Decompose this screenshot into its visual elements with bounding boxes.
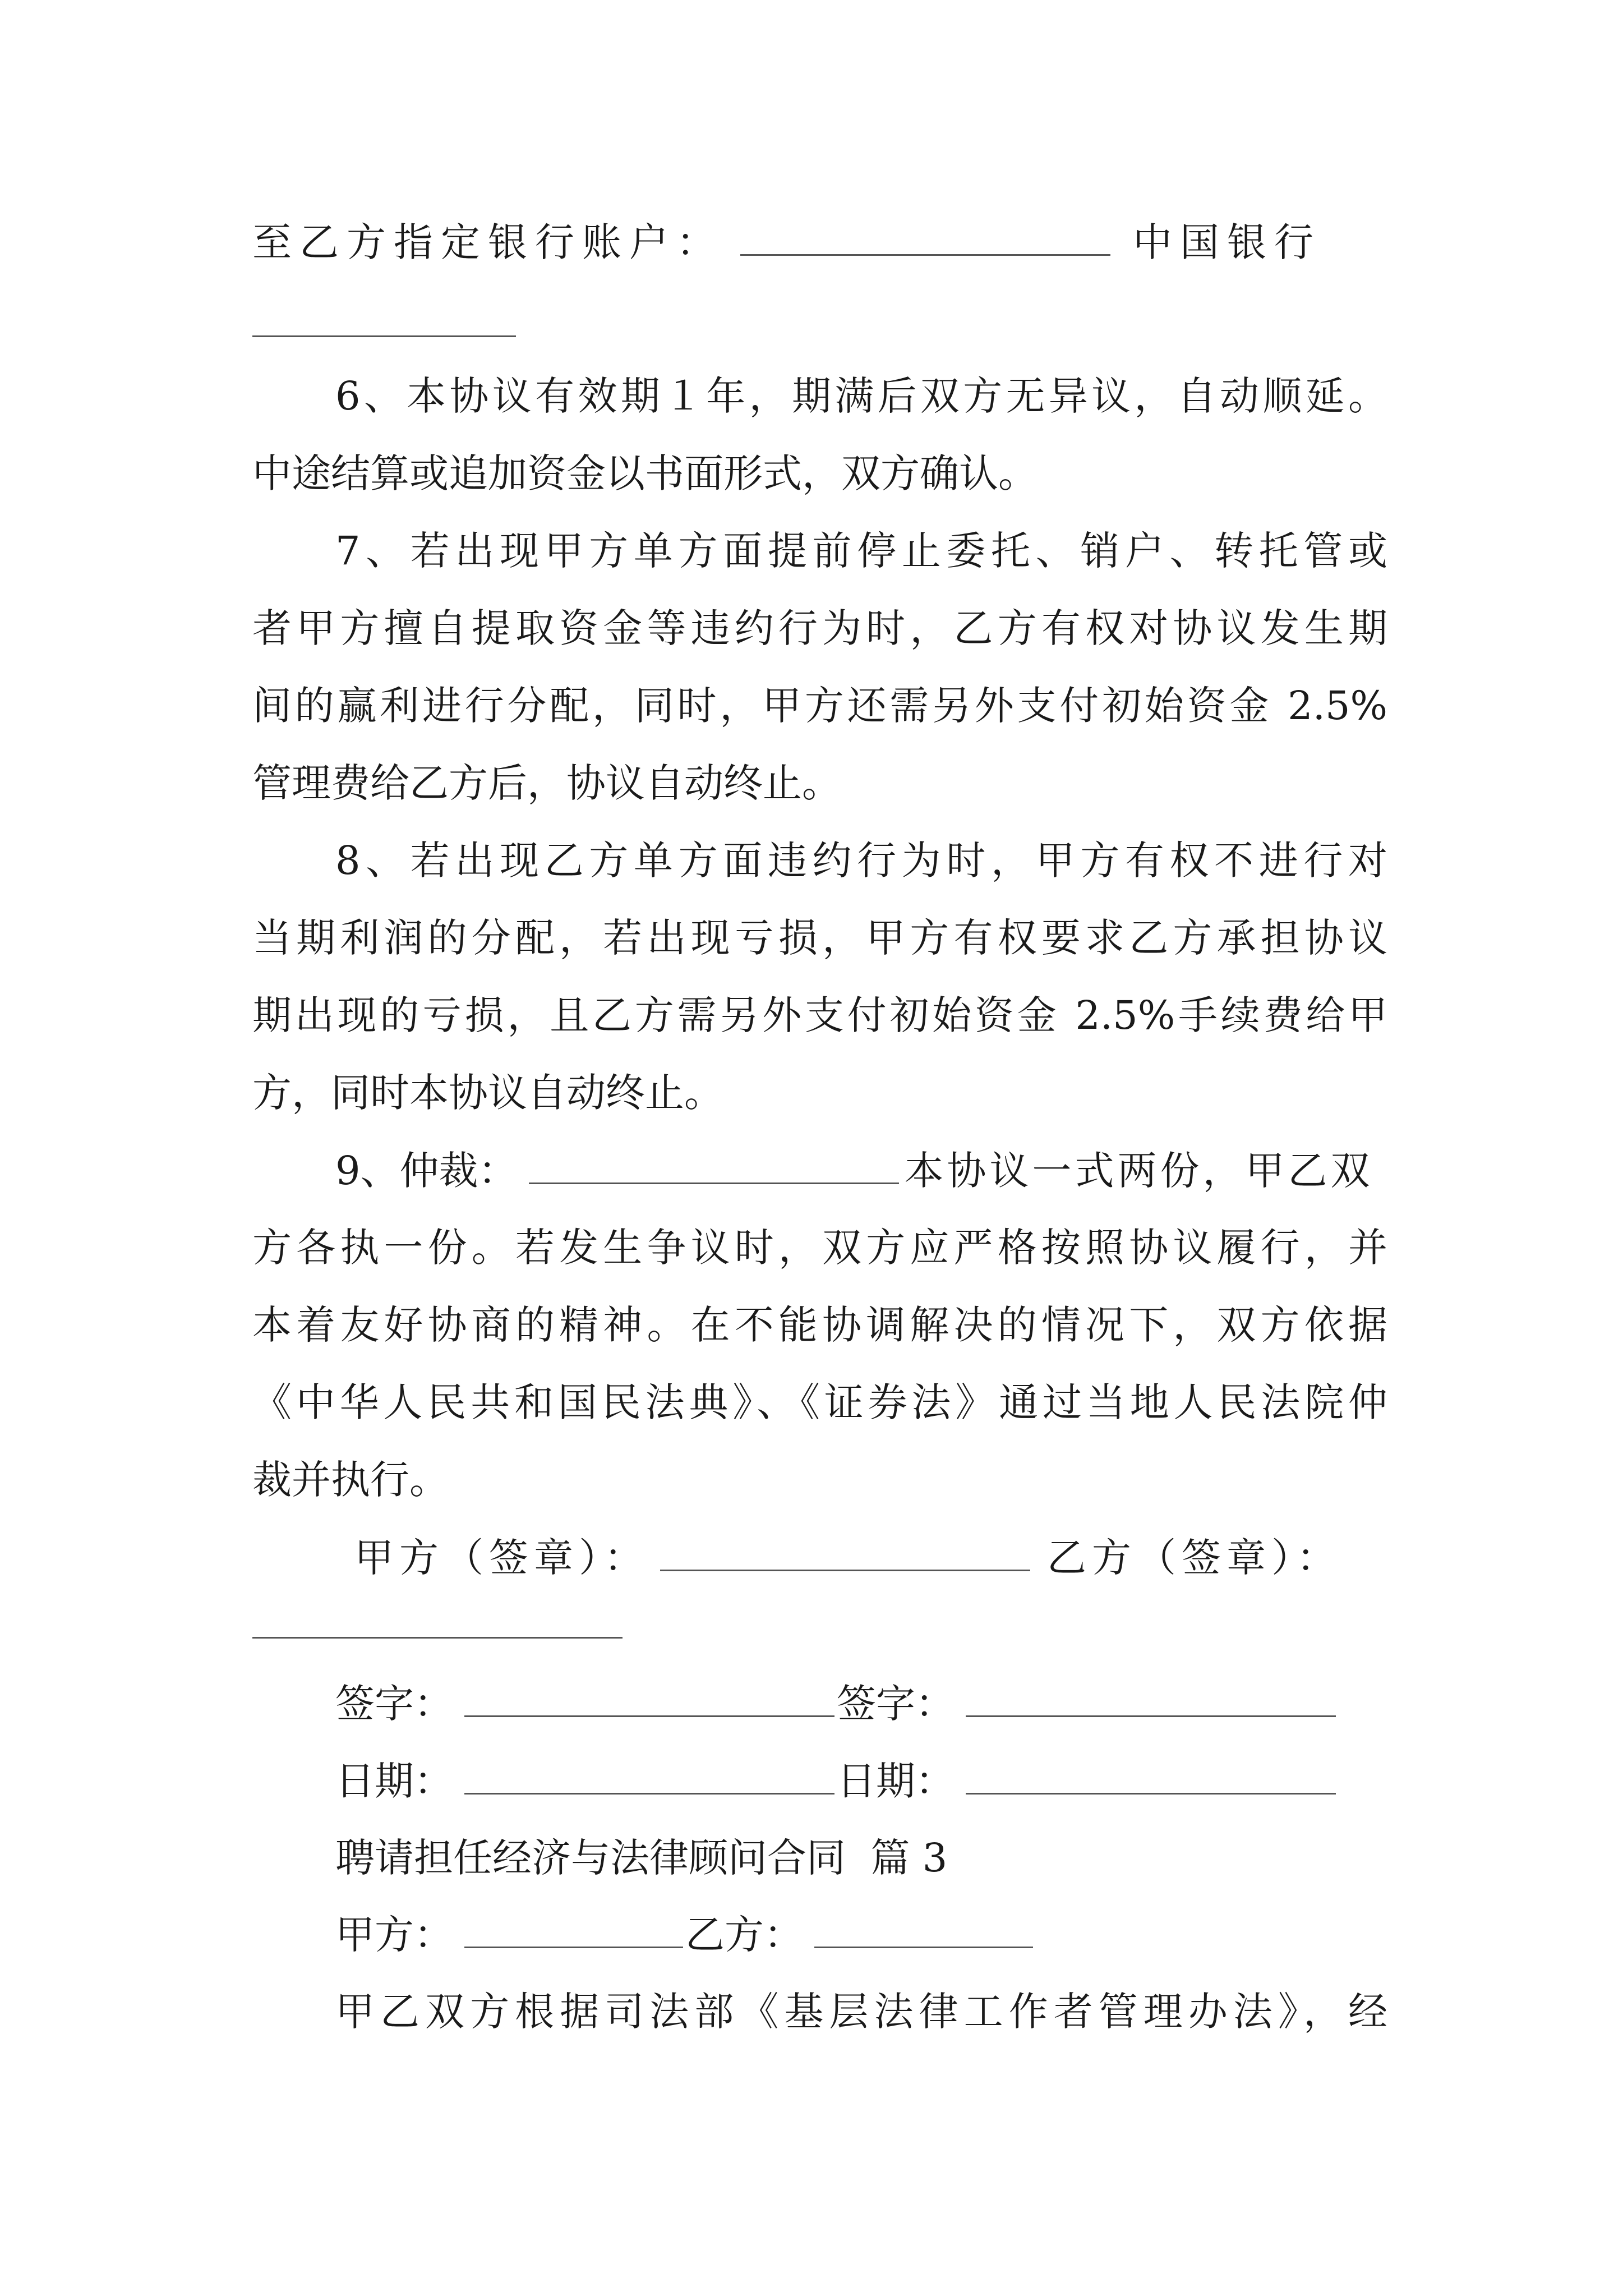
clause7-line-4: 管理费给乙方后，协议自动终止。 [252,760,841,806]
seal-line [354,1530,1387,1584]
arbitration-blank [529,1143,899,1184]
party-a-label: 甲方： [335,1912,453,1958]
clause8-line-1: 8、若出现乙方单方面违约行为时，甲方有权不进行对 [335,838,1387,884]
bank-account-blank [740,215,1110,256]
date-label-b: 日期： [837,1758,955,1804]
clause6-line-1: 6、本协议有效期１年，期满后双方无异议，自动顺延。 [335,373,1387,419]
clause6-line-2: 中途结算或追加资金以书面形式，双方确认。 [252,450,1038,496]
signature-line [335,1676,1387,1730]
clause9-line-5: 裁并执行。 [252,1457,449,1503]
clause9-line-4: 《中华人民共和国民法典》、《证券法》通过当地人民法院仲 [252,1379,1387,1425]
sign-label-b: 签字： [837,1681,955,1727]
party-b-seal-label: 乙方（签章）： [1047,1535,1341,1581]
bank-name-blank [252,335,516,337]
party-b-blank [814,1907,1033,1948]
clause8-line-4: 方，同时本协议自动终止。 [252,1070,723,1116]
parties-line [335,1907,1387,1961]
party-a-blank [464,1907,683,1948]
date-blank-b [966,1754,1336,1795]
date-label-a: 日期： [335,1758,453,1804]
clause8-line-3: 期出现的亏损，且乙方需另外支付初始资金 2.5%手续费给甲 [252,992,1387,1038]
bank-name: 中国银行 [1133,219,1321,265]
contract-title: 聘请担任经济与法律顾问合同 篇 3 [335,1835,948,1881]
clause7-line-1: 7、若出现甲方单方面提前停止委托、销户、转托管或 [335,528,1387,574]
party-b-label: 乙方： [685,1912,803,1958]
bank-account-label: 至乙方指定银行账户： [252,219,723,265]
clause9-line-1 [335,1143,1387,1197]
clause9-label: 9、仲裁： [335,1148,518,1194]
clause7-line-2: 者甲方擅自提取资金等违约行为时，乙方有权对协议发生期 [252,605,1387,651]
party-a-seal-label: 甲方（签章）： [354,1535,649,1581]
sign-blank-a [464,1676,834,1717]
clause9-line-3: 本着友好协商的精神。在不能协调解决的情况下，双方依据 [252,1302,1387,1348]
preamble-line: 甲乙双方根据司法部《基层法律工作者管理办法》，经 [335,1989,1387,2035]
clause9-after-blank: 本协议一式两份，甲乙双 [904,1148,1373,1194]
sign-label-a: 签字： [335,1681,453,1727]
clause8-line-2: 当期利润的分配，若出现亏损，甲方有权要求乙方承担协议 [252,915,1387,961]
date-line [335,1754,1387,1807]
date-blank-a [464,1754,834,1795]
bank-account-line [252,215,1387,269]
clause9-line-2: 方各执一份。若发生争议时，双方应严格按照协议履行，并 [252,1225,1387,1271]
sign-blank-b [966,1676,1336,1717]
party-a-seal-blank [660,1530,1030,1571]
clause7-line-3: 间的赢利进行分配，同时，甲方还需另外支付初始资金 2.5% [252,683,1387,729]
party-b-seal-blank [252,1637,623,1639]
